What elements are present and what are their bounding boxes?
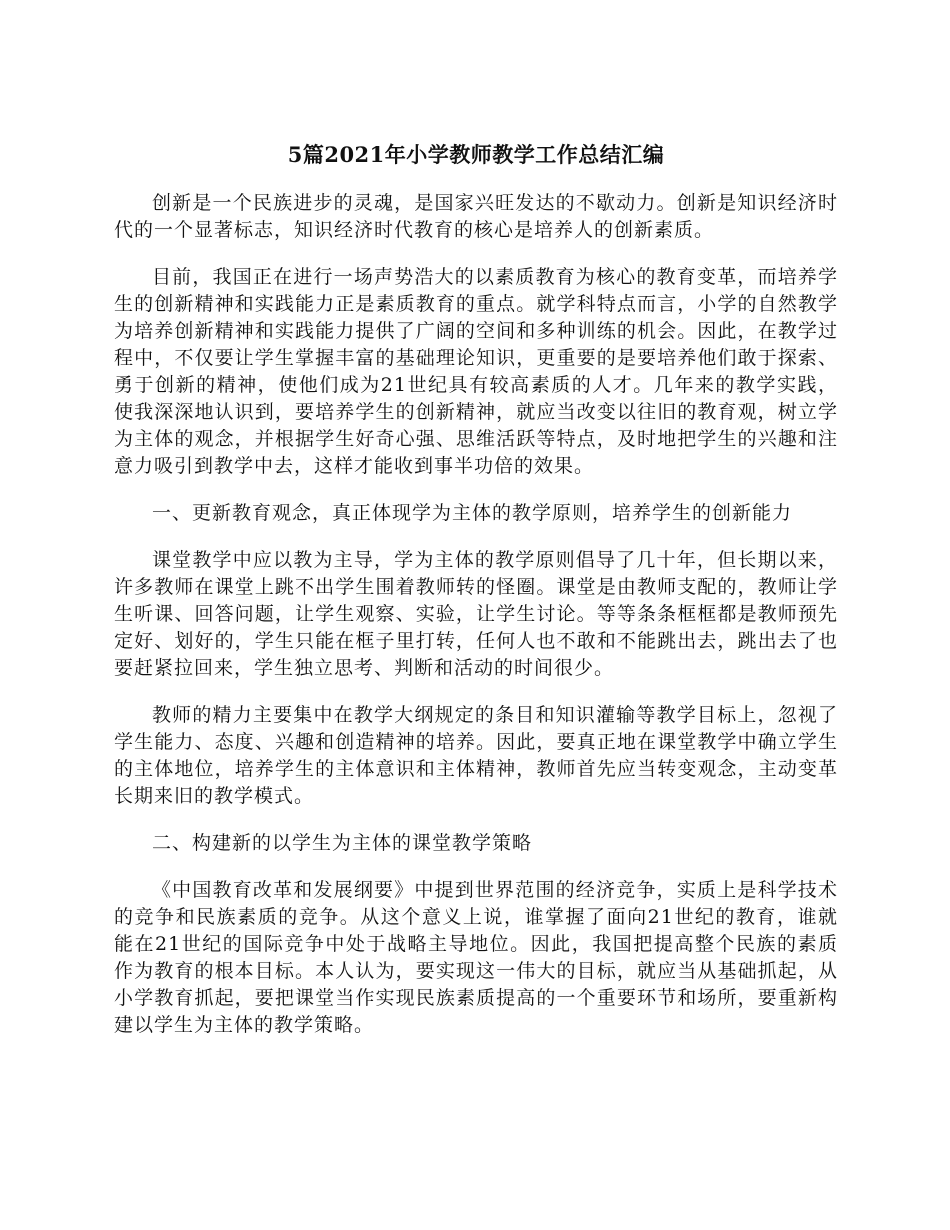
paragraph-teacher-focus: 教师的精力主要集中在教学大纲规定的条目和知识灌输等教学目标上，忽视了学生能力、态度、兴趣和创造精神的培养。因此，要真正地在课堂教学中确立学生的主体地位，培养学生的主体意识和主体精神，教师首先应当转变观念，主动变革长期来旧的教学模式。 <box>114 704 838 807</box>
paragraph-background: 目前，我国正在进行一场声势浩大的以素质教育为核心的教育变革，而培养学生的创新精神和实践能力正是素质教育的重点。就学科特点而言，小学的自然教学为培养创新精神和实践能力提供了广阔的空间和多种训练的机会。因此，在教学过程中，不仅要让学生掌握丰富的基础理论知识，更重要的是要培养他们敢于探索、勇于创新的精神，使他们成为21世纪具有较高素质的人才。几年来的教学实践，使我深深地认识到，要培养学生的创新精神，就应当改变以往旧的教育观，树立学为主体的观念，并根据学生好奇心强、思维活跃等特点，及时地把学生的兴趣和注意力吸引到教学中去，这样才能收到事半功倍的效果。 <box>114 266 838 477</box>
paragraph-intro: 创新是一个民族进步的灵魂，是国家兴旺发达的不歇动力。创新是知识经济时代的一个显著标志，知识经济时代教育的核心是培养人的创新素质。 <box>114 192 838 241</box>
section-heading-2: 二、构建新的以学生为主体的课堂教学策略 <box>152 832 533 854</box>
paragraph-outline: 《中国教育改革和发展纲要》中提到世界范围的经济竞争，实质上是科学技术的竞争和民族素质的竞争。从这个意义上说，谁掌握了面向21世纪的教育，谁就能在21世纪的国际竞争中处于战略主导地位。因此，我国把提高整个民族的素质作为教育的根本目标。本人认为，要实现这一伟大的目标，就应当从基础抓起，从小学教育抓起，要把课堂当作实现民族素质提高的一个重要环节和场所，要重新构建以学生为主体的教学策略。 <box>114 879 838 1036</box>
paragraph-classroom: 课堂教学中应以教为主导，学为主体的教学原则倡导了几十年，但长期以来，许多教师在课堂上跳不出学生围着教师转的怪圈。课堂是由教师支配的，教师让学生听课、回答问题，让学生观察、实验，让学生讨论。等等条条框框都是教师预先定好、划好的，学生只能在框子里打转，任何人也不敢和不能跳出去，跳出去了也要赶紧拉回来，学生独立思考、判断和活动的时间很少。 <box>114 549 838 679</box>
document-title: 5篇2021年小学教师教学工作总结汇编 <box>287 142 665 167</box>
section-heading-1: 一、更新教育观念，真正体现学为主体的教学原则，培养学生的创新能力 <box>152 502 793 524</box>
